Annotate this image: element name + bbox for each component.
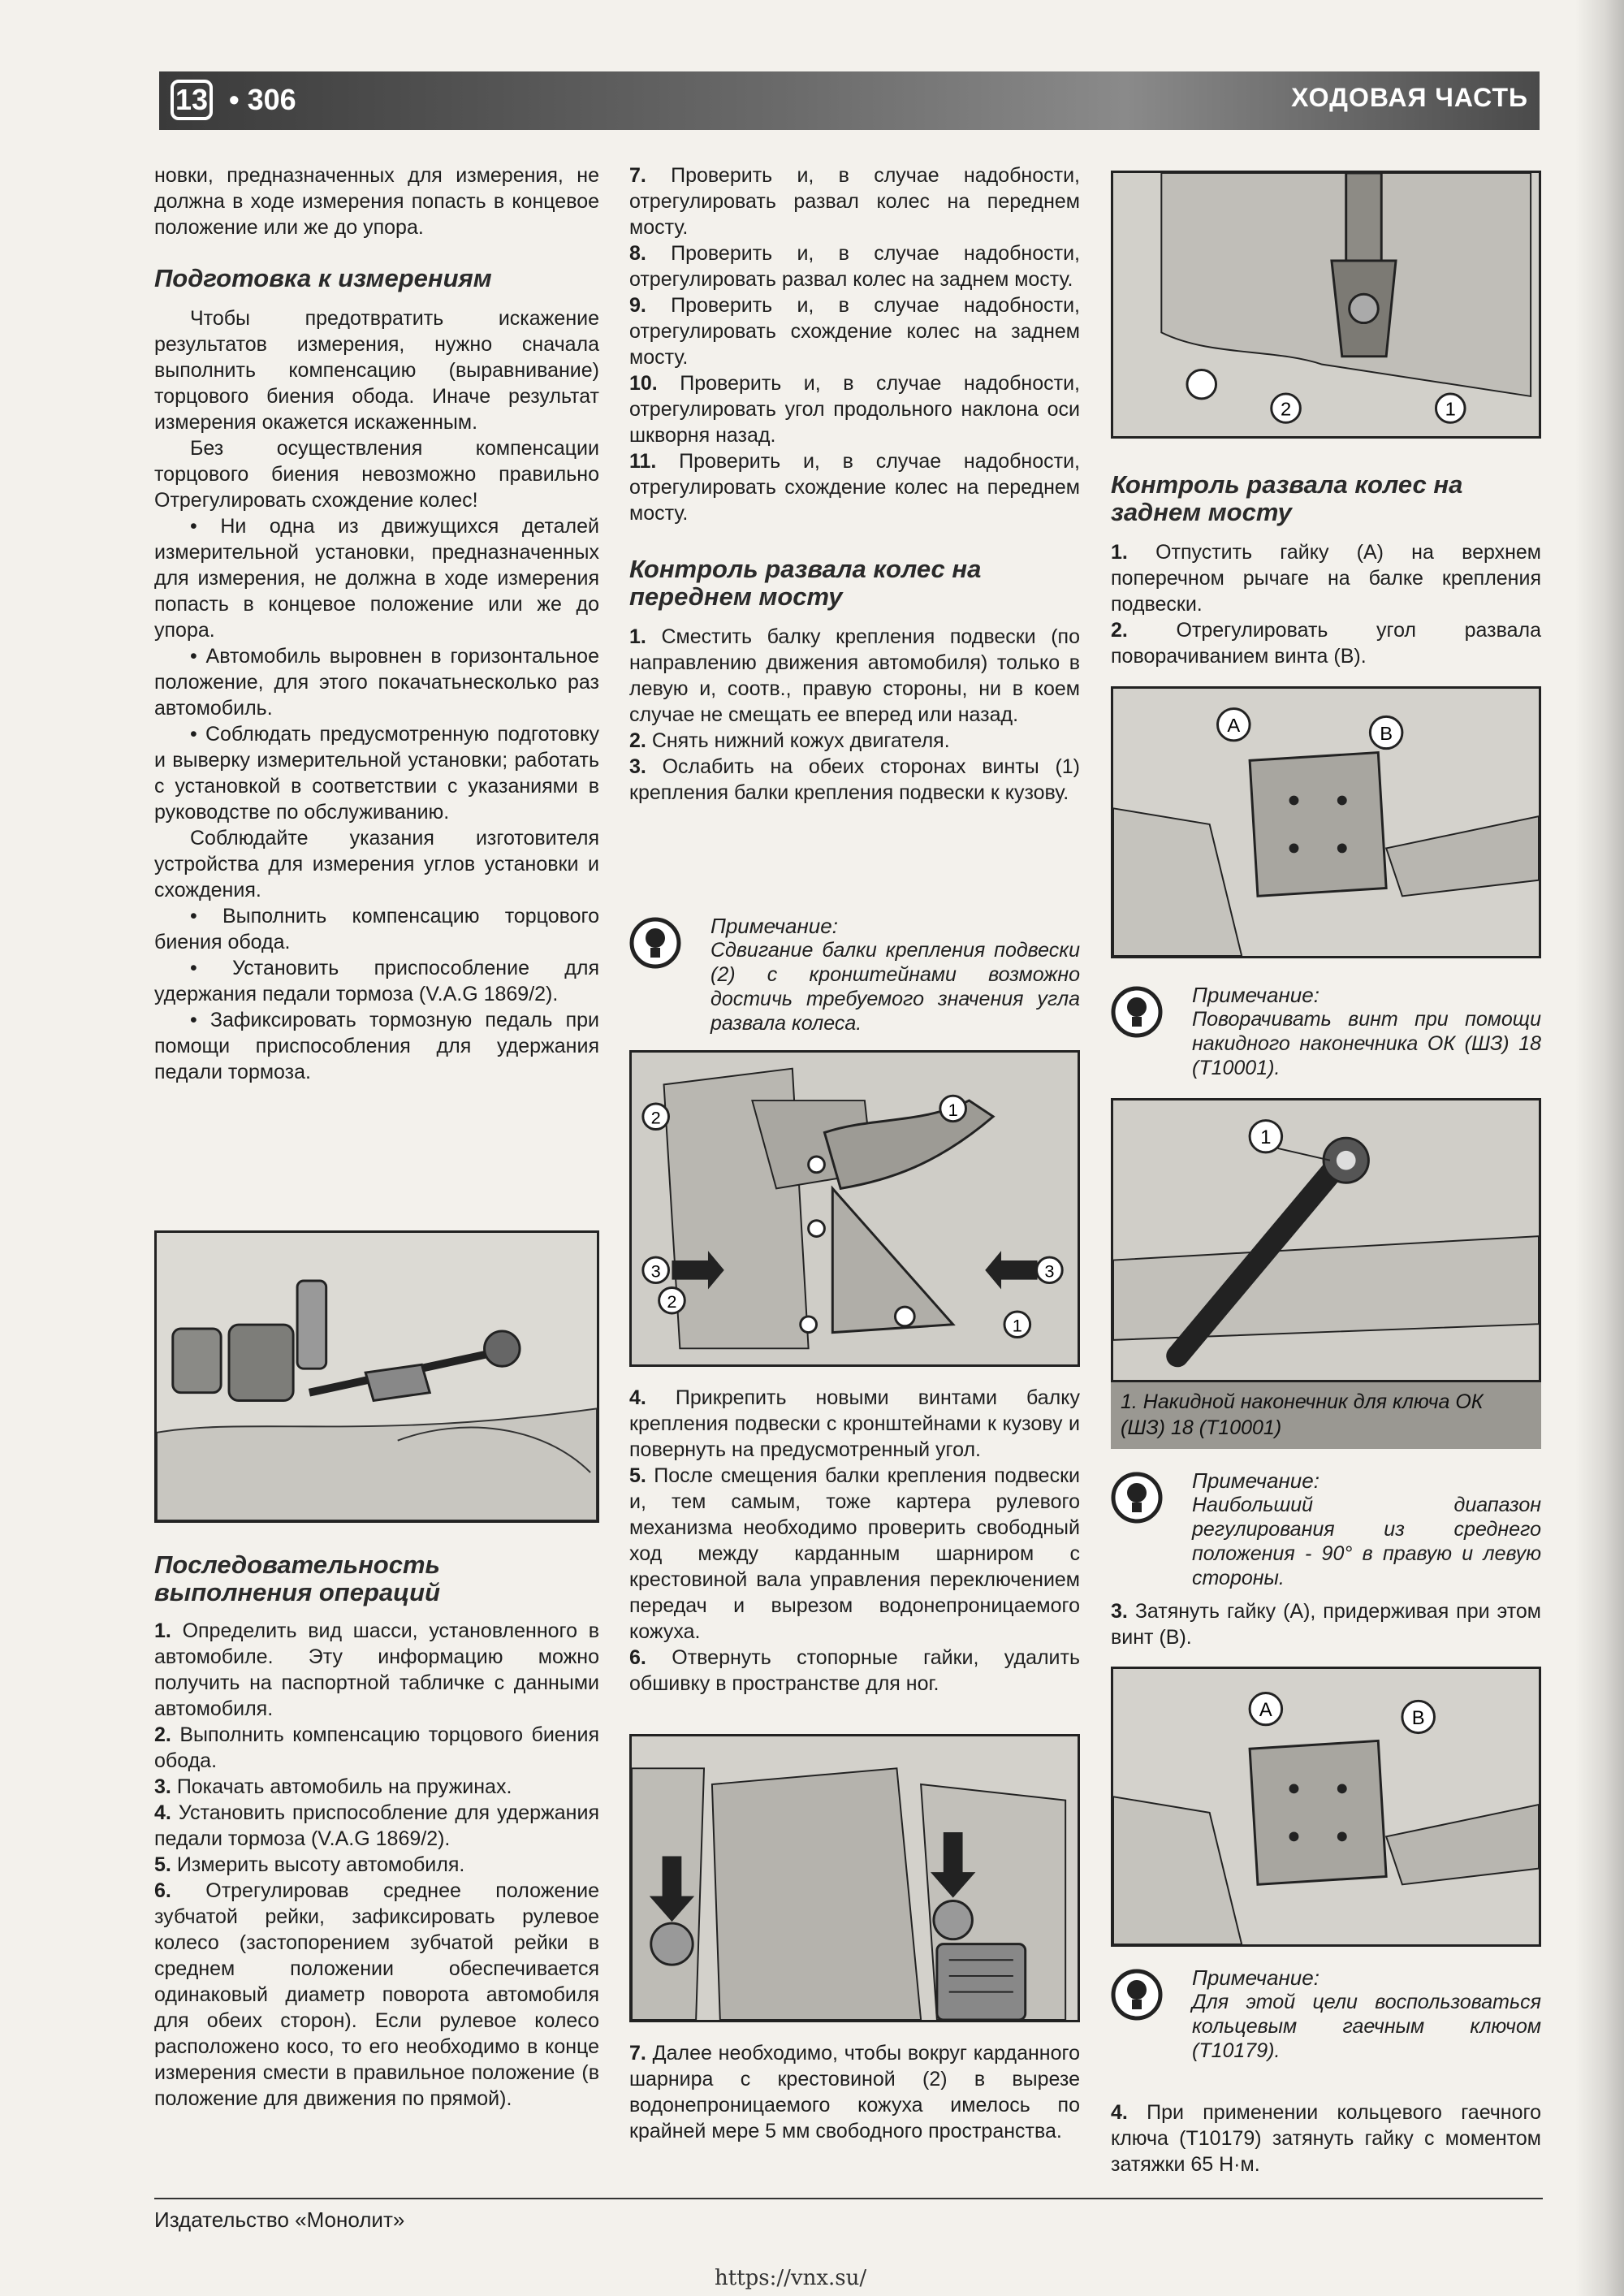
figure-rear-bracket-1 <box>1111 686 1541 958</box>
step-number: 3. <box>154 1775 171 1798</box>
step-number: 5. <box>154 1853 171 1876</box>
page-edge-shadow <box>1575 0 1624 2296</box>
note-title: Примечание: <box>1192 1965 1320 1990</box>
step-text: Установить приспособление для удержания педали тормоза (V.A.G 1869/2). <box>154 1801 599 1850</box>
footer-divider <box>154 2198 1543 2199</box>
step-text: Измерить высоту автомобиля. <box>176 1853 465 1876</box>
bullet-item: • Зафиксировать тормозную педаль при помощи приспособления для удержания педали тормоза. <box>154 1007 599 1085</box>
note-2 <box>1111 983 1541 1080</box>
callout-1: 1 <box>1260 1127 1272 1149</box>
column-3 <box>1111 471 1541 669</box>
lightbulb-icon <box>629 917 681 969</box>
column-2-middle <box>629 1385 1080 1697</box>
bullet-item: • Автомобиль выровнен в горизонтальное положение, для этого покачатьнесколько раз автомобиль. <box>154 643 599 721</box>
step-text: Проверить и, в случае надобности, отрегулировать развал колес на заднем мосту. <box>629 242 1080 291</box>
step-text: При применении кольцевого гаечного ключа (Т10179) затянуть гайку с моментом затяжки 65 Н·м. <box>1111 2101 1541 2176</box>
paragraph: Чтобы предотвратить искажение результатов измерения, нужно сначала выполнить компенсацию (выравнивание) торцового биения обода. Иначе результат измерения окажется искаженным. <box>154 307 599 434</box>
bullet-item: • Ни одна из движущихся деталей измерительной установки, предназначенных для измерения, не должна в ходе измерения попасть в концевое положение или же до упора. <box>154 513 599 643</box>
section-title: ХОДОВАЯ ЧАСТЬ <box>1291 83 1528 112</box>
figure-caption: 1. Накидной наконечник для ключа ОК (ШЗ) 18 (Т10001) <box>1111 1382 1541 1449</box>
bullet-item: • Соблюдать предусмотренную подготовку и выверку измерительной установки; работать с установкой в соответствии с указаниями в руководстве по обслуживанию. <box>154 721 599 825</box>
callout-1: 1 <box>948 1099 958 1120</box>
column-1-lower <box>154 1551 599 2112</box>
step-text: Далее необходимо, чтобы вокруг карданного шарнира с крестовиной (2) в вырезе водонепроницаемого кожуха имелось по крайней мере 5 мм свободного пространства. <box>629 2042 1080 2143</box>
step-number: 5. <box>629 1464 646 1487</box>
callout-a: A <box>1259 1700 1272 1721</box>
step-number: 8. <box>629 242 646 265</box>
note-title: Примечание: <box>1192 983 1320 1007</box>
note-text: Поворачивать винт при помощи накидного наконечника ОК (ШЗ) 18 (Т10001). <box>1192 1008 1541 1079</box>
step-number: 1. <box>154 1619 171 1642</box>
step-number: 2. <box>1111 619 1128 642</box>
bullet-item: • Выполнить компенсацию торцового биения обода. <box>154 903 599 955</box>
figure-front-subframe <box>629 1050 1080 1367</box>
heading-preparation: Подготовка к измерениям <box>154 264 492 292</box>
source-url[interactable]: https://vnx.su/ <box>715 2266 867 2290</box>
step-number: 9. <box>629 294 646 317</box>
note-title: Примечание: <box>1192 1468 1320 1493</box>
heading-rear-camber: Контроль развала колес на заднем мосту <box>1111 470 1463 526</box>
callout-1: 1 <box>1012 1315 1022 1336</box>
steering-joint-illustration <box>1113 173 1539 436</box>
step-number: 10. <box>629 372 658 395</box>
page-number: • 306 <box>229 83 296 116</box>
figure-wrench <box>1111 1098 1541 1382</box>
step-number: 3. <box>1111 1600 1128 1623</box>
callout-1: 1 <box>1445 399 1456 421</box>
step-number: 6. <box>629 1646 646 1669</box>
callout-2: 2 <box>667 1291 677 1312</box>
column-2 <box>629 162 1080 806</box>
note-3 <box>1111 1468 1541 1590</box>
figure-footwell <box>629 1734 1080 2022</box>
step-number: 7. <box>629 164 646 187</box>
bullet-item: • Установить приспособление для удержания педали тормоза (V.A.G 1869/2). <box>154 955 599 1007</box>
step-number: 4. <box>154 1801 171 1824</box>
column-3-lower <box>1111 2099 1541 2177</box>
lightbulb-icon <box>1111 986 1163 1038</box>
step-number: 11. <box>629 450 657 473</box>
step-text: Выполнить компенсацию торцового биения обода. <box>154 1723 599 1772</box>
figure-rear-bracket-2 <box>1111 1667 1541 1947</box>
step-number: 6. <box>154 1879 171 1902</box>
note-4 <box>1111 1965 1541 2063</box>
step-number: 7. <box>629 2042 646 2065</box>
step-text: Ослабить на обеих сторонах винты (1) крепления балки крепления подвески к кузову. <box>629 755 1080 804</box>
note-text: Для этой цели воспользоваться кольцевым гаечным ключом (Т10179). <box>1192 1991 1541 2062</box>
step-number: 4. <box>1111 2101 1128 2124</box>
step-text: Проверить и, в случае надобности, отрегулировать схождение колес на заднем мосту. <box>629 294 1080 369</box>
step-number: 2. <box>629 729 646 752</box>
step-number: 1. <box>1111 541 1128 564</box>
step-number: 2. <box>154 1723 171 1746</box>
lightbulb-icon <box>1111 1472 1163 1524</box>
step-text: После смещения балки крепления подвески и, тем самым, тоже картера рулевого механизма необходимо проверить свободный ход между карданным шарниром с крестовиной вала управления переключением передач и вырезом водонепроницаемого кожуха. <box>629 1464 1080 1643</box>
callout-2: 2 <box>650 1107 661 1128</box>
callout-b: B <box>1380 723 1393 745</box>
step-text: Затянуть гайку (А), придерживая при этом винт (В). <box>1111 1600 1541 1649</box>
step-text: Отвернуть стопорные гайки, удалить обшивку в пространстве для ног. <box>629 1646 1080 1695</box>
column-1 <box>154 162 599 1085</box>
step-text: Сместить балку крепления подвески (по направлению движения автомобиля) только в левую и, соотв., правую стороны, ни в коем случае не смещать ее вперед или назад. <box>629 625 1080 726</box>
front-subframe-illustration <box>632 1053 1078 1364</box>
note-text: Сдвигание балки крепления подвески (2) с кронштейнами возможно достичь требуемого значения угла развала колеса. <box>710 939 1080 1035</box>
step-text: Определить вид шасси, установленного в автомобиле. Эту информацию можно получить на паспортной табличке с данными автомобиля. <box>154 1619 600 1720</box>
step-text: Проверить и, в случае надобности, отрегулировать схождение колес на переднем мосту. <box>629 450 1080 525</box>
figure-brake-pedal <box>154 1230 599 1523</box>
callout-3: 3 <box>650 1260 661 1282</box>
step-text: Снять нижний кожух двигателя. <box>651 729 950 752</box>
note-text: Наибольший диапазон регулирования из среднего положения - 90° в правую и левую стороны. <box>1192 1494 1541 1589</box>
step-text: Отрегулировав среднее положение зубчатой рейки, зафиксировать рулевое колесо (застопорением зубчатой рейки в среднем положении обеспечивается одинаковый диаметр поворота автомобиля для обеих сторон). Если рулевое колесо расположено косо, то его необходимо в конце измерения смести в правильное положение (в положение для движения по прямой). <box>154 1879 599 2110</box>
wrench-illustration <box>1113 1100 1539 1380</box>
heading-front-camber: Контроль развала колес на переднем мосту <box>629 555 982 611</box>
paragraph: новки, предназначенных для измерения, не должна в ходе измерения попасть в концевое положение или же до упора. <box>154 164 599 239</box>
callout-b: B <box>1411 1707 1425 1729</box>
step-text: Отпустить гайку (А) на верхнем поперечном рычаге на балке крепления подвески. <box>1111 541 1541 616</box>
step-text: Проверить и, в случае надобности, отрегулировать угол продольного наклона оси шкворня назад. <box>629 372 1080 447</box>
step-number: 4. <box>629 1386 646 1409</box>
footwell-illustration <box>632 1736 1078 2020</box>
heading-sequence: Последовательность выполнения операций <box>154 1550 441 1606</box>
callout-a: A <box>1227 716 1241 737</box>
step-text: Прикрепить новыми винтами балку крепления подвески с кронштейнами к кузову и повернуть на предусмотренный угол. <box>629 1386 1080 1461</box>
step-text: Проверить и, в случае надобности, отрегулировать развал колес на переднем мосту. <box>629 164 1080 239</box>
column-3-middle <box>1111 1598 1541 1650</box>
step-text: Отрегулировать угол развала поворачиванием винта (В). <box>1111 619 1541 668</box>
column-2-lower <box>629 2040 1080 2144</box>
brake-pedal-illustration <box>157 1233 597 1520</box>
lightbulb-icon <box>1111 1969 1163 2021</box>
figure-steering-joint <box>1111 171 1541 439</box>
paragraph: Соблюдайте указания изготовителя устройства для измерения углов установки и схождения. <box>154 827 599 902</box>
step-number: 3. <box>629 755 646 778</box>
step-text: Покачать автомобиль на пружинах. <box>176 1775 512 1798</box>
note-1 <box>629 914 1080 1036</box>
paragraph: Без осуществления компенсации торцового биения невозможно правильно Отрегулировать схождение колес! <box>154 437 599 512</box>
note-title: Примечание: <box>710 914 838 938</box>
rear-bracket-illustration <box>1113 689 1539 956</box>
callout-2: 2 <box>1280 399 1292 421</box>
chapter-number: 13 <box>171 80 213 120</box>
publisher-name: Издательство «Монолит» <box>154 2207 405 2232</box>
step-number: 1. <box>629 625 646 648</box>
callout-3: 3 <box>1044 1260 1055 1282</box>
rear-bracket-illustration-2 <box>1113 1669 1539 1944</box>
page-header <box>159 71 1540 130</box>
